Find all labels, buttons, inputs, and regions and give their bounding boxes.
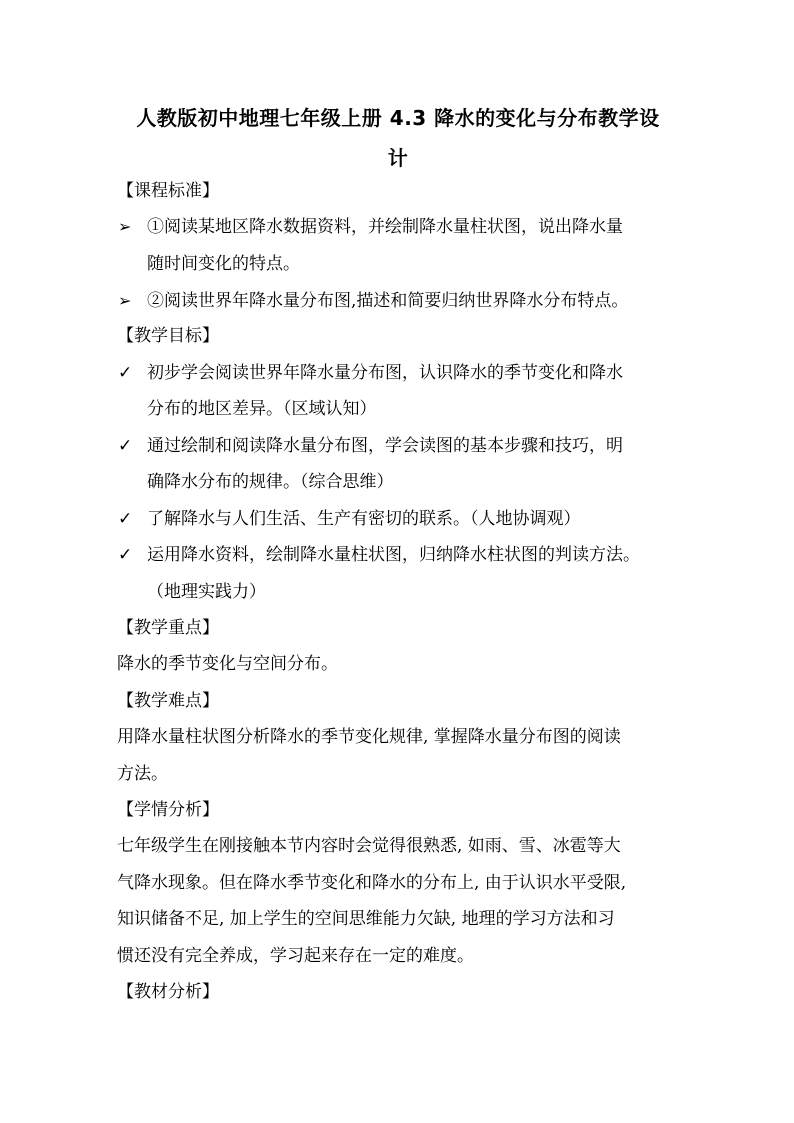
curriculum-item-2 xyxy=(118,289,628,313)
document-title-line-2: 计 xyxy=(387,146,409,170)
section-heading-textbook-analysis: 【教材分析】 xyxy=(117,982,219,1002)
section-heading-objectives: 【教学目标】 xyxy=(117,326,219,346)
check-bullet-icon: ✓ xyxy=(118,436,133,456)
check-bullet-icon: ✓ xyxy=(118,509,133,529)
difficulties-text-line-1: 用降水量柱状图分析降水的季节变化规律, 掌握降水量分布图的阅读 xyxy=(117,727,621,747)
learner-analysis-line-2: 气降水现象。但在降水季节变化和降水的分布上, 由于认识水平受限, xyxy=(117,873,627,893)
section-heading-learner-analysis: 【学情分析】 xyxy=(117,800,219,820)
section-heading-curriculum: 【课程标准】 xyxy=(117,181,219,201)
curriculum-item-1-continuation: 随时间变化的特点。 xyxy=(147,254,300,274)
section-heading-difficulties: 【教学难点】 xyxy=(117,691,219,711)
objective-item-2 xyxy=(118,434,623,458)
objective-item-4-continuation: （地理实践力） xyxy=(147,582,266,602)
arrow-bullet-icon: ➢ xyxy=(118,291,132,310)
objective-item-3 xyxy=(118,507,581,531)
difficulties-text-line-2: 方法。 xyxy=(117,764,168,784)
check-bullet-icon: ✓ xyxy=(118,363,133,383)
learner-analysis-line-3: 知识储备不足, 加上学生的空间思维能力欠缺, 地理的学习方法和习 xyxy=(117,909,615,929)
objective-item-1-continuation: 分布的地区差异。（区域认知） xyxy=(147,399,377,419)
objective-item-4-text: 运用降水资料，绘制降水量柱状图，归纳降水柱状图的判读方法。 xyxy=(147,545,640,565)
objective-item-4 xyxy=(118,543,640,567)
arrow-bullet-icon: ➢ xyxy=(118,217,132,236)
learner-analysis-line-1: 七年级学生在刚接触本节内容时会觉得很熟悉, 如雨、雪、冰雹等大 xyxy=(117,836,621,856)
curriculum-item-2-text: ②阅读世界年降水量分布图,描述和简要归纳世界降水分布特点。 xyxy=(147,291,629,311)
objective-item-1 xyxy=(118,361,623,385)
curriculum-item-1 xyxy=(118,215,623,239)
objective-item-3-text: 了解降水与人们生活、生产有密切的联系。（人地协调观） xyxy=(147,509,581,529)
learner-analysis-line-4: 惯还没有完全养成，学习起来存在一定的难度。 xyxy=(117,946,474,966)
curriculum-item-1-text: ①阅读某地区降水数据资料，并绘制降水量柱状图，说出降水量 xyxy=(147,217,623,237)
section-heading-key-points: 【教学重点】 xyxy=(117,618,219,638)
objective-item-2-continuation: 确降水分布的规律。（综合思维） xyxy=(147,472,394,492)
objective-item-1-text: 初步学会阅读世界年降水量分布图，认识降水的季节变化和降水 xyxy=(147,363,623,383)
objective-item-2-text: 通过绘制和阅读降水量分布图，学会读图的基本步骤和技巧，明 xyxy=(147,436,623,456)
document-title-line-1: 人教版初中地理七年级上册 4.3 降水的变化与分布教学设 xyxy=(136,106,660,130)
key-points-text: 降水的季节变化与空间分布。 xyxy=(117,654,338,674)
check-bullet-icon: ✓ xyxy=(118,545,133,565)
